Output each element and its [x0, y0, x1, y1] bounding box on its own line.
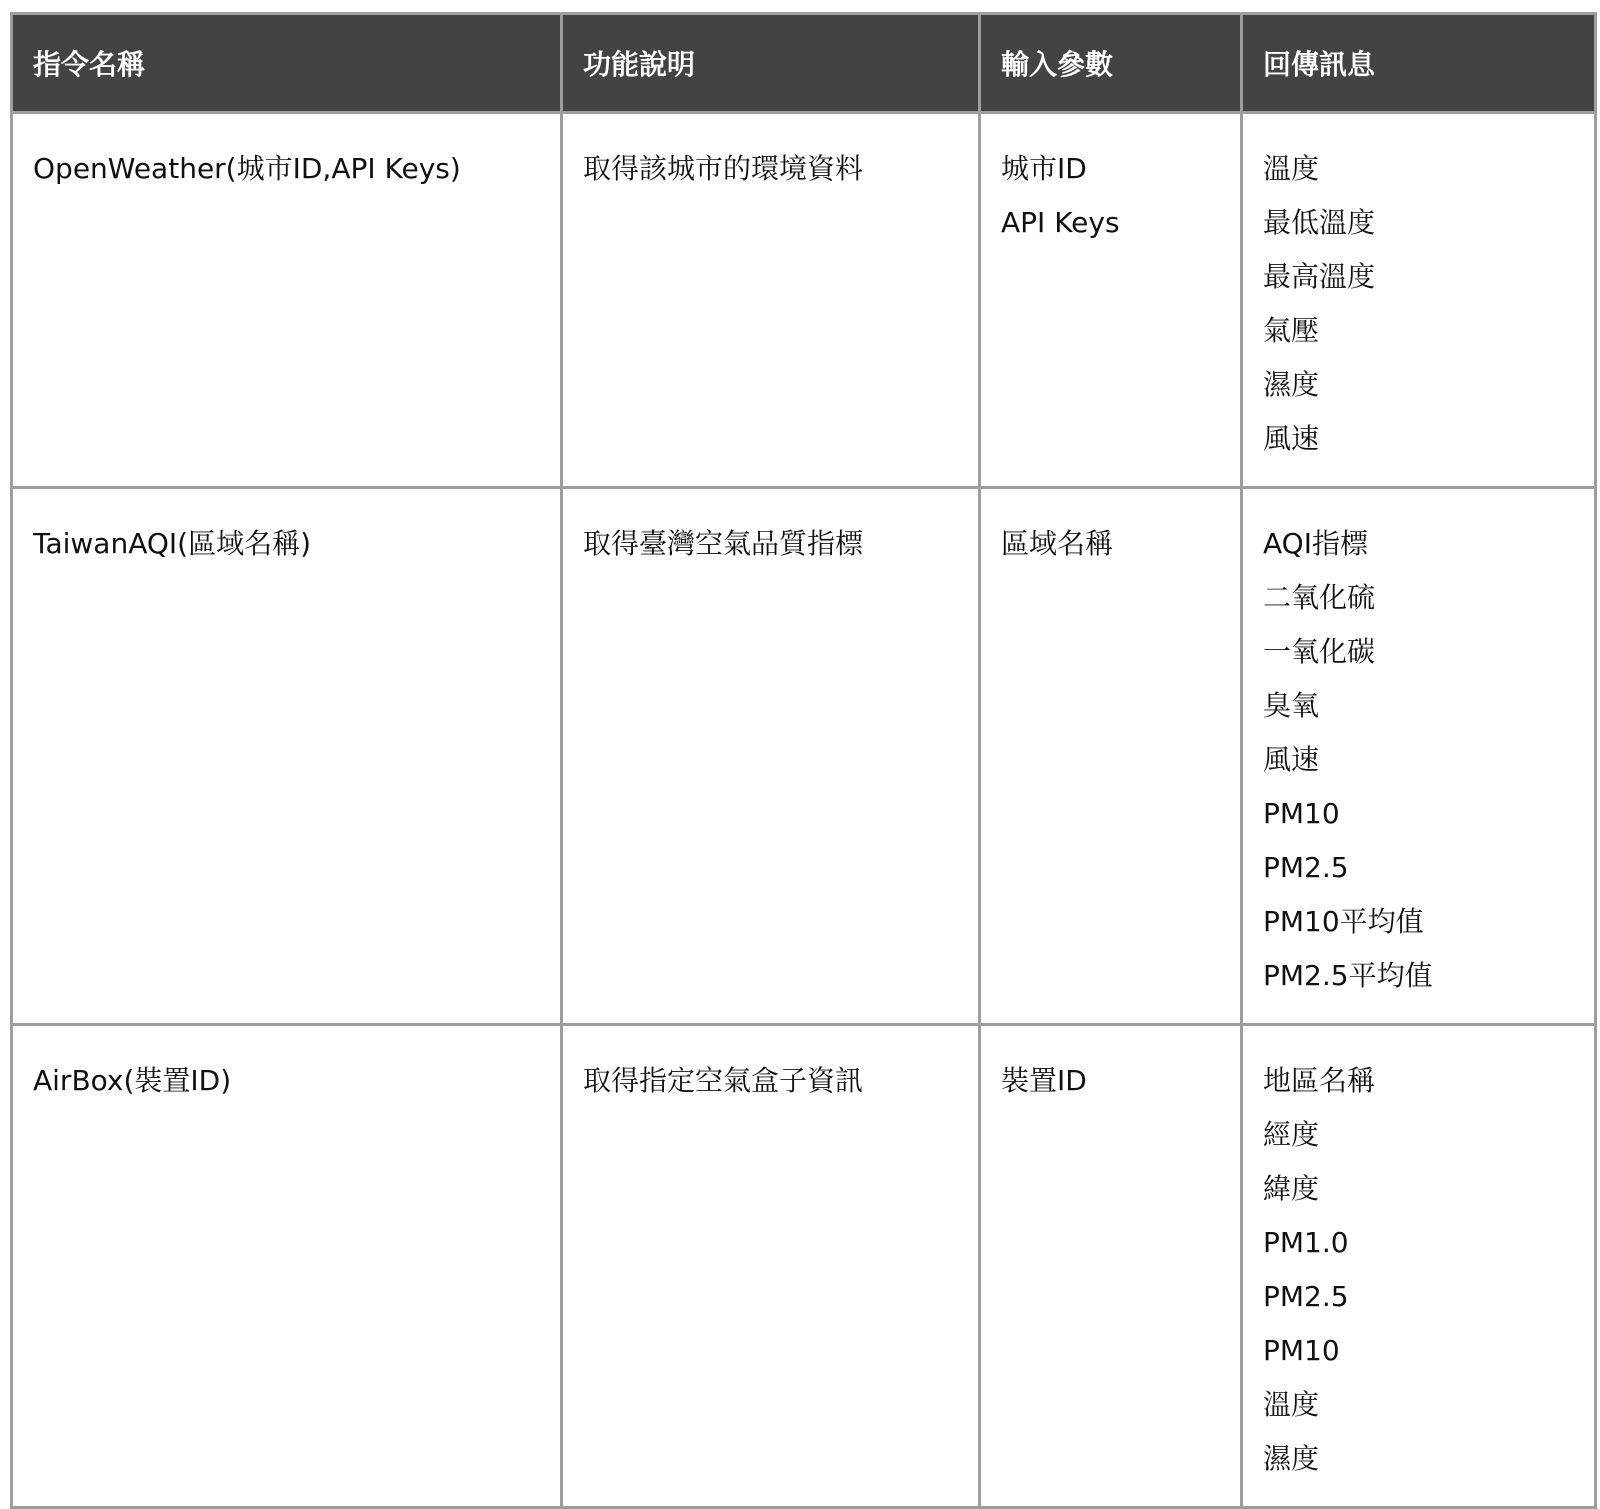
output-item: PM10平均值 [1263, 905, 1424, 938]
output-item: 溫度 [1263, 1388, 1320, 1421]
output-item: PM1.0 [1263, 1226, 1349, 1259]
command-text: AirBox(裝置ID) [33, 1064, 232, 1097]
input-item: API Keys [1001, 206, 1120, 239]
output-item: 風速 [1263, 743, 1320, 776]
description-text: 取得指定空氣盒子資訊 [583, 1064, 864, 1097]
output-item: 經度 [1263, 1118, 1320, 1151]
output-item: PM2.5 [1263, 851, 1349, 884]
output-item: PM2.5 [1263, 1280, 1349, 1313]
output-item: 臭氧 [1263, 689, 1320, 722]
outputs-cell [1242, 113, 1596, 488]
command-cell [12, 1025, 562, 1508]
table-row [12, 113, 1596, 488]
command-table-container [10, 12, 1594, 1509]
output-item: 濕度 [1263, 1442, 1320, 1475]
table-row [12, 488, 1596, 1025]
header-command-name: 指令名稱 [12, 14, 562, 113]
description-text: 取得臺灣空氣品質指標 [583, 527, 864, 560]
output-item: 氣壓 [1263, 314, 1320, 347]
outputs-cell [1242, 488, 1596, 1025]
output-item: 最高溫度 [1263, 260, 1376, 293]
output-item: PM10 [1263, 1334, 1340, 1367]
description-text: 取得該城市的環境資料 [583, 152, 864, 185]
description-cell [562, 488, 980, 1025]
table-header-row [12, 14, 1596, 113]
outputs-cell [1242, 1025, 1596, 1508]
output-item: PM10 [1263, 797, 1340, 830]
output-item: 濕度 [1263, 368, 1320, 401]
command-cell [12, 113, 562, 488]
input-item: 城市ID [1001, 152, 1087, 185]
output-item: 二氧化硫 [1263, 581, 1376, 614]
description-cell [562, 113, 980, 488]
command-cell [12, 488, 562, 1025]
output-item: PM2.5平均值 [1263, 959, 1433, 992]
inputs-cell [980, 488, 1242, 1025]
output-item: 最低溫度 [1263, 206, 1376, 239]
header-description: 功能說明 [562, 14, 980, 113]
inputs-cell [980, 113, 1242, 488]
command-table [10, 12, 1597, 1509]
table-row [12, 1025, 1596, 1508]
command-text: TaiwanAQI(區域名稱) [33, 527, 312, 560]
header-input-params: 輸入參數 [980, 14, 1242, 113]
command-text: OpenWeather(城市ID,API Keys) [33, 152, 461, 185]
input-item: 區域名稱 [1001, 527, 1114, 560]
inputs-cell [980, 1025, 1242, 1508]
output-item: 地區名稱 [1263, 1064, 1376, 1097]
output-item: 緯度 [1263, 1172, 1320, 1205]
output-item: 溫度 [1263, 152, 1320, 185]
description-cell [562, 1025, 980, 1508]
output-item: 風速 [1263, 422, 1320, 455]
input-item: 裝置ID [1001, 1064, 1087, 1097]
output-item: 一氧化碳 [1263, 635, 1376, 668]
output-item: AQI指標 [1263, 527, 1368, 560]
header-return-message: 回傳訊息 [1242, 14, 1596, 113]
